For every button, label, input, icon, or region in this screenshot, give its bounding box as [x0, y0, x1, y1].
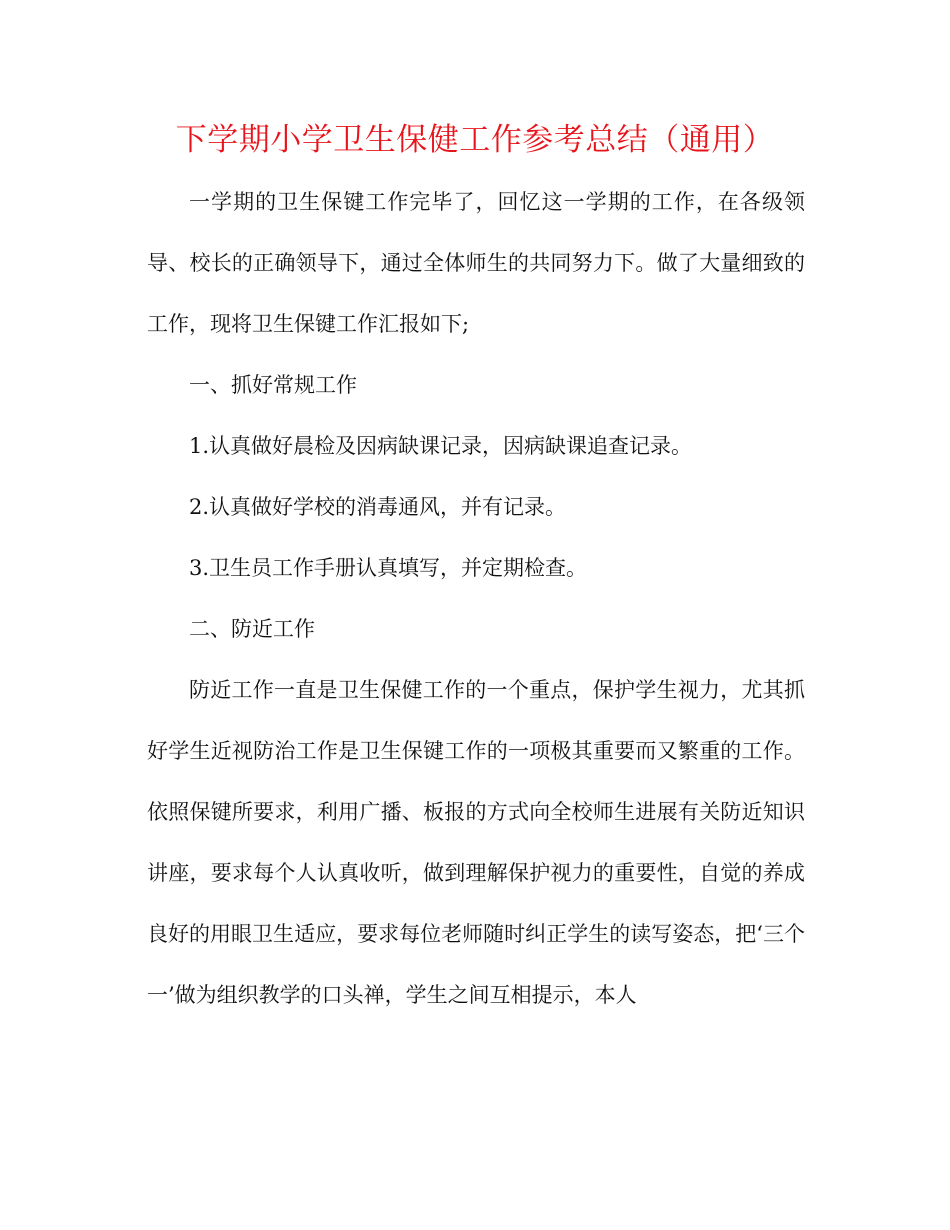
list-item-1: 1.认真做好晨检及因病缺课记录，因病缺课追查记录。: [189, 434, 693, 458]
list-item-3: 3.卫生员工作手册认真填写，并定期检查。: [189, 556, 588, 580]
document-body: [147, 172, 805, 1026]
section-heading-routine-work: 一、抓好常规工作: [189, 373, 357, 397]
paragraph-intro: 一学期的卫生保键工作完毕了，回忆这一学期的工作，在各级领导、校长的正确领导下，通过全体师生的共同努力下。做了大量细致的工作，现将卫生保键工作汇报如下;: [147, 190, 805, 336]
section-heading-myopia-prevention: 二、防近工作: [189, 617, 315, 641]
paragraph-myopia-prevention: 防近工作一直是卫生保健工作的一个重点，保护学生视力，尤其抓好学生近视防治工作是卫生保键工作的一项极其重要而又繁重的工作。依照保键所要求，利用广播、板报的方式向全校师生进展有关防近知识讲座，要求每个人认真收听，做到理解保护视力的重要性，自觉的养成良好的用眼卫生适应，要求每位老师随时纠正学生的读写姿态，把‘三个一’做为组织教学的口头禅，学生之间互相提示，本人: [147, 678, 805, 1007]
list-item-2: 2.认真做好学校的消毒通风，并有记录。: [189, 495, 567, 519]
document-title: 下学期小学卫生保健工作参考总结（通用）: [175, 122, 775, 158]
